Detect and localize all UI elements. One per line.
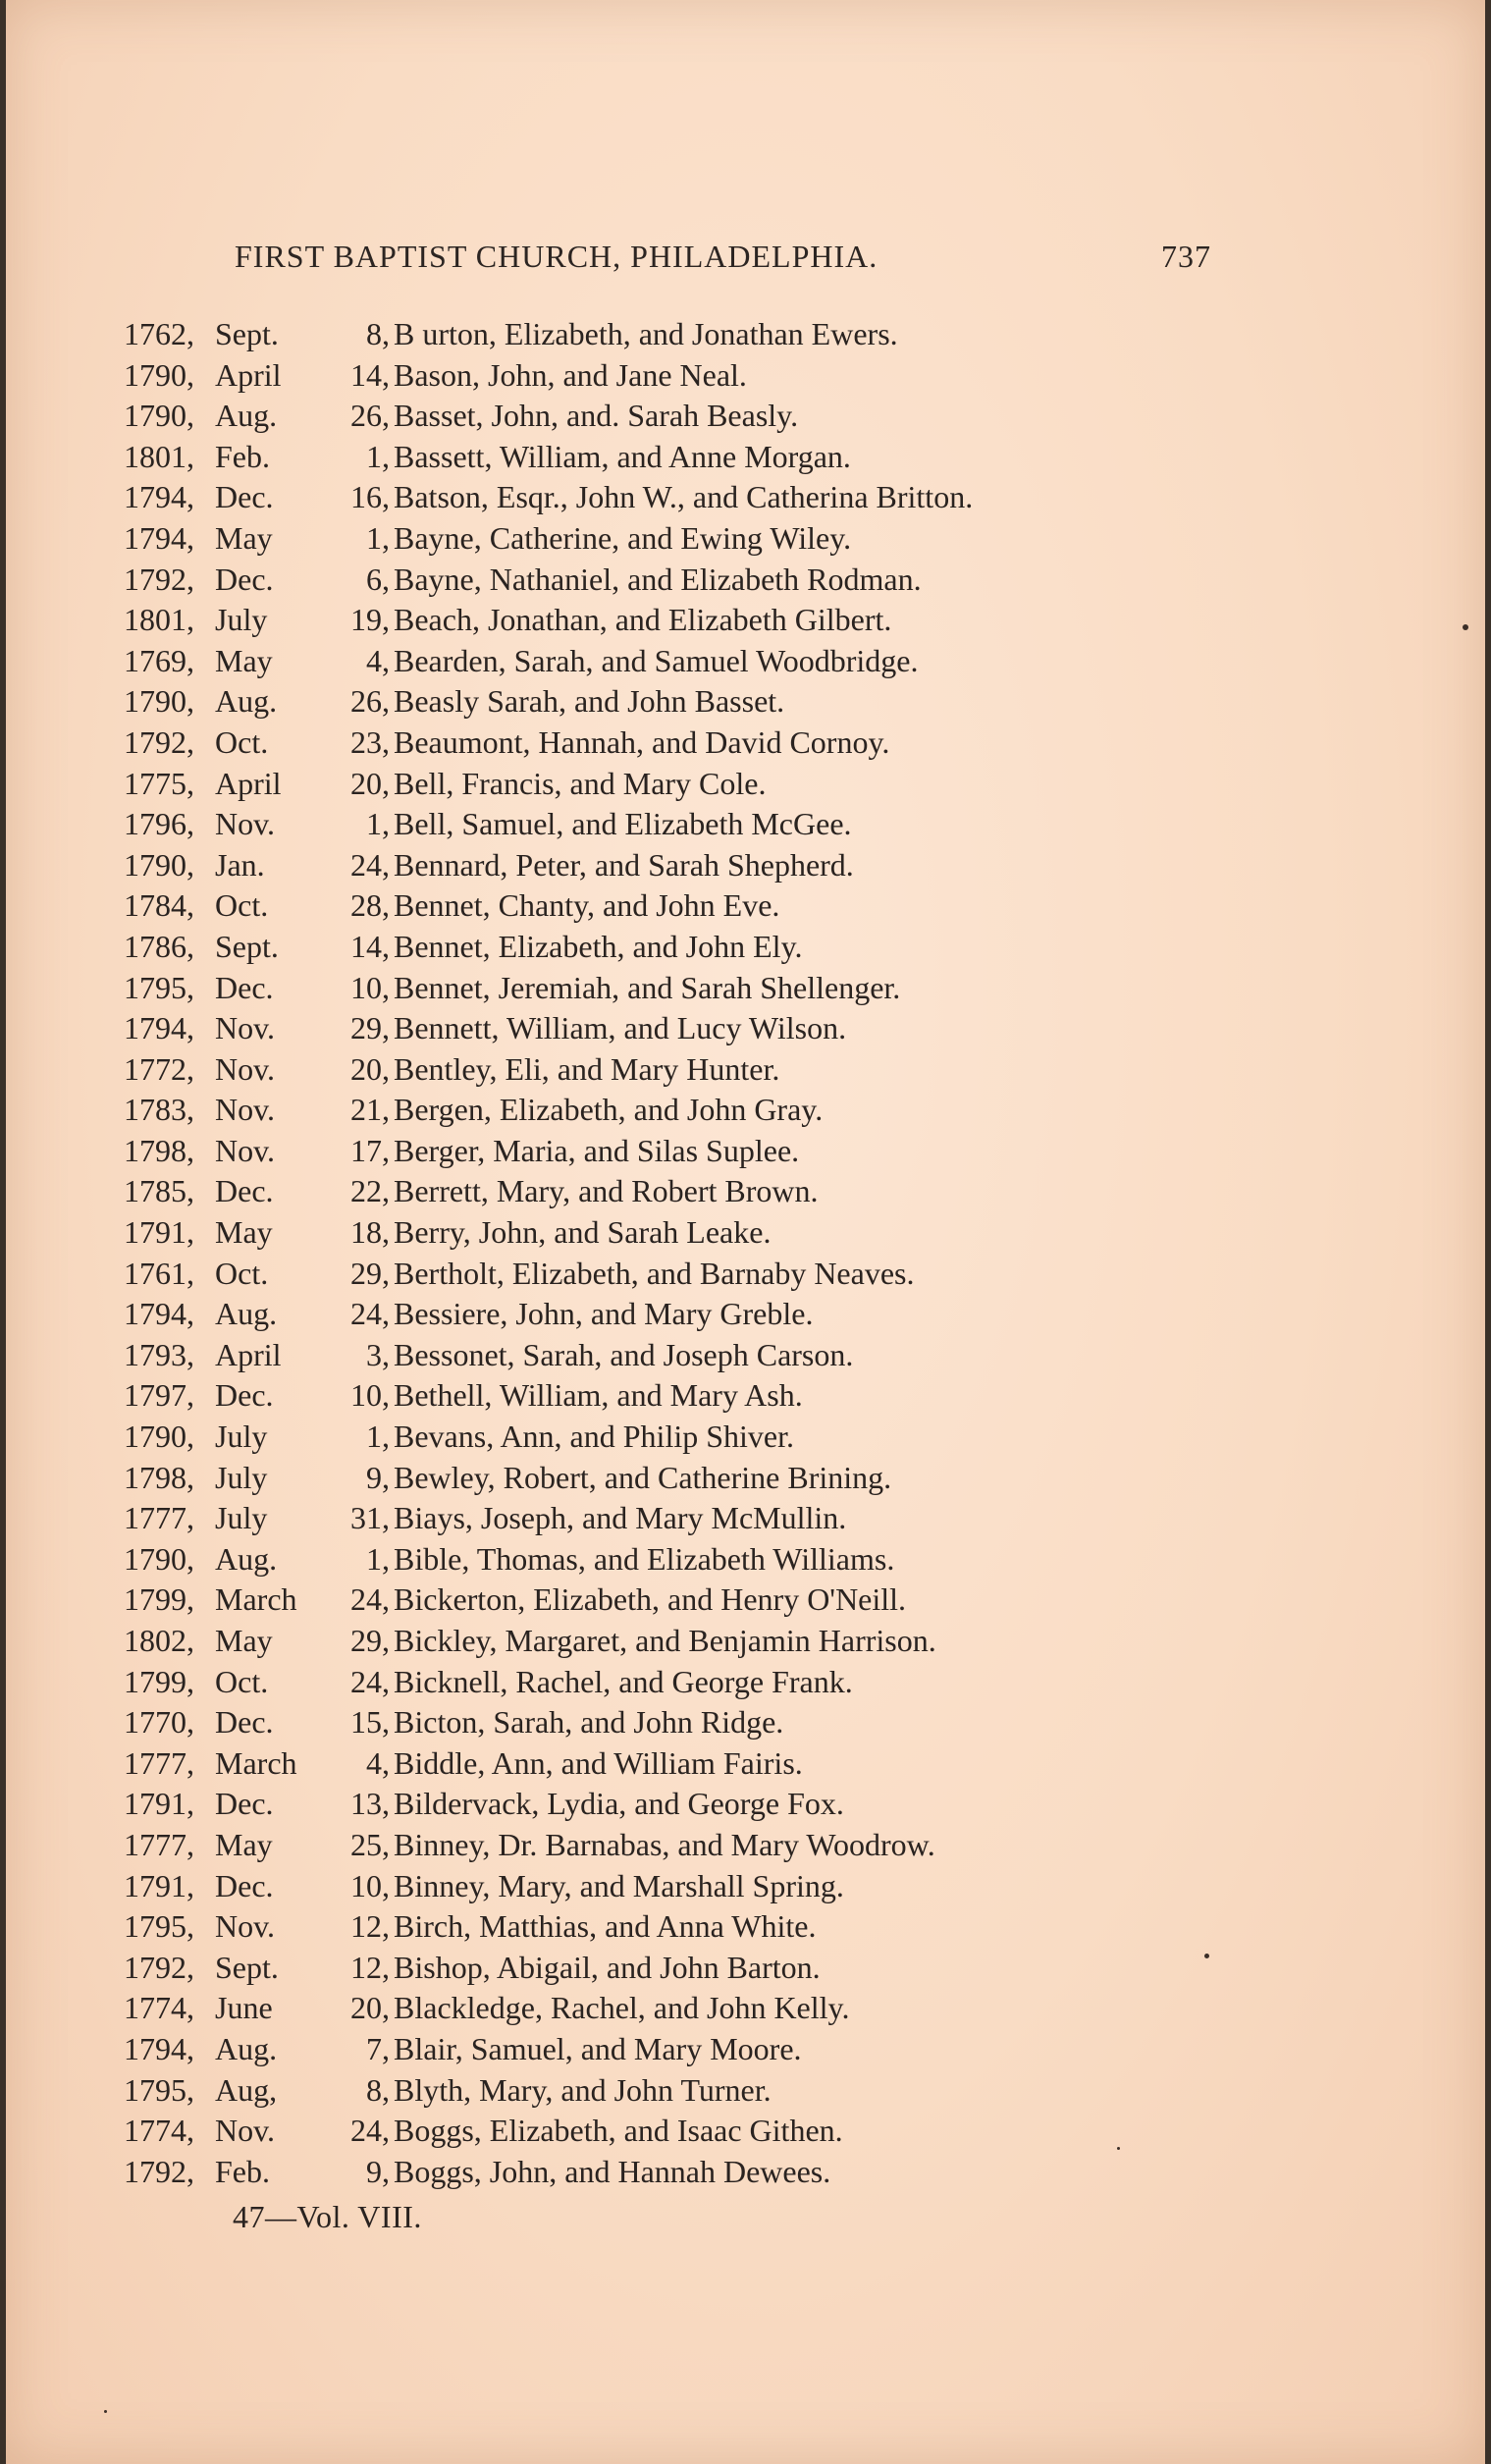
entry-day: 3,	[366, 1336, 390, 1372]
entry-day: 20,	[350, 1050, 390, 1087]
entry-month: Sept.	[215, 1949, 279, 1985]
entry-year: 1783,	[124, 1092, 194, 1128]
entry-day: 21,	[350, 1092, 390, 1128]
entry-names: Bible, Thomas, and Elizabeth Williams.	[394, 1540, 895, 1577]
entry-day: 24,	[350, 846, 390, 883]
entry-month: Nov.	[215, 1050, 276, 1087]
entry-names: Birch, Matthias, and Anna White.	[394, 1908, 817, 1945]
entry-names: Bennet, Elizabeth, and John Ely.	[394, 928, 803, 964]
record-entry	[124, 1212, 1184, 1254]
entry-names: Berrett, Mary, and Robert Brown.	[394, 1173, 819, 1209]
entry-names: Bickerton, Elizabeth, and Henry O'Neill.	[394, 1581, 907, 1618]
record-entry	[124, 1948, 1184, 1989]
entry-year: 1791,	[124, 1214, 194, 1251]
entry-names: Bell, Francis, and Mary Cole.	[394, 765, 767, 801]
entry-day: 28,	[350, 887, 390, 924]
entry-names: Boggs, Elizabeth, and Isaac Githen.	[394, 2113, 843, 2149]
entry-names: Bewley, Robert, and Catherine Brining.	[394, 1459, 892, 1495]
entry-day: 1,	[366, 806, 390, 842]
record-entry	[124, 1539, 1184, 1580]
entry-month: Dec.	[215, 1867, 274, 1903]
page-header	[235, 239, 1211, 282]
entry-month: Nov.	[215, 1010, 276, 1046]
paper-speck	[104, 2410, 107, 2413]
paper-speck	[1117, 2147, 1120, 2150]
record-entry	[124, 314, 1184, 355]
entry-month: Aug.	[215, 683, 278, 720]
entry-month: April	[215, 765, 282, 801]
entry-names: Bessiere, John, and Mary Greble.	[394, 1296, 814, 1332]
record-entry	[124, 1294, 1184, 1335]
entry-day: 14,	[350, 928, 390, 964]
entry-day: 20,	[350, 765, 390, 801]
entry-day: 10,	[350, 969, 390, 1005]
entry-year: 1790,	[124, 398, 194, 434]
entry-month: Dec.	[215, 1786, 274, 1822]
entry-names: Beasly Sarah, and John Basset.	[394, 683, 785, 720]
entry-year: 1797,	[124, 1377, 194, 1414]
entry-year: 1799,	[124, 1663, 194, 1699]
entry-month: Nov.	[215, 1908, 276, 1945]
entry-day: 4,	[366, 642, 390, 678]
entry-year: 1792,	[124, 561, 194, 597]
entry-names: B urton, Elizabeth, and Jonathan Ewers.	[394, 316, 898, 351]
entry-day: 8,	[366, 2071, 390, 2108]
entry-month: Oct.	[215, 1255, 269, 1291]
entry-day: 25,	[350, 1826, 390, 1862]
entry-month: Nov.	[215, 806, 276, 842]
record-entry	[124, 1988, 1184, 2029]
entry-year: 1802,	[124, 1623, 194, 1658]
entry-month: May	[215, 1826, 273, 1862]
entry-month: Feb.	[215, 438, 270, 474]
entry-names: Boggs, John, and Hannah Dewees.	[394, 2153, 831, 2189]
entry-year: 1791,	[124, 1867, 194, 1903]
entry-day: 29,	[350, 1010, 390, 1046]
entry-year: 1801,	[124, 438, 194, 474]
entry-year: 1770,	[124, 1704, 194, 1741]
entry-names: Bergen, Elizabeth, and John Gray.	[394, 1092, 824, 1128]
entry-month: Dec.	[215, 1704, 274, 1741]
entry-names: Bessonet, Sarah, and Joseph Carson.	[394, 1336, 854, 1372]
entry-year: 1777,	[124, 1744, 194, 1781]
record-entry	[124, 885, 1184, 927]
record-entry	[124, 723, 1184, 764]
record-entry	[124, 804, 1184, 845]
entry-names: Batson, Esqr., John W., and Catherina Britton.	[394, 479, 974, 515]
entry-month: March	[215, 1581, 297, 1618]
record-entry	[124, 1335, 1184, 1376]
record-entry	[124, 518, 1184, 560]
record-entry	[124, 1254, 1184, 1295]
entry-names: Bennet, Jeremiah, and Sarah Shellenger.	[394, 969, 901, 1005]
record-entry	[124, 1008, 1184, 1049]
entry-year: 1798,	[124, 1132, 194, 1168]
record-entry	[124, 1375, 1184, 1417]
entry-names: Bennett, William, and Lucy Wilson.	[394, 1010, 847, 1046]
entry-names: Blyth, Mary, and John Turner.	[394, 2071, 772, 2108]
entry-year: 1792,	[124, 1949, 194, 1985]
entry-day: 24,	[350, 1296, 390, 1332]
entry-day: 12,	[350, 1908, 390, 1945]
entry-year: 1774,	[124, 2113, 194, 2149]
entry-names: Beach, Jonathan, and Elizabeth Gilbert.	[394, 602, 892, 638]
entry-day: 4,	[366, 1744, 390, 1781]
entry-year: 1772,	[124, 1050, 194, 1087]
record-entry	[124, 1866, 1184, 1907]
entry-day: 20,	[350, 1990, 390, 2026]
entry-day: 24,	[350, 1663, 390, 1699]
record-entry	[124, 1621, 1184, 1662]
record-entry	[124, 1743, 1184, 1785]
record-entry	[124, 1498, 1184, 1539]
entry-month: July	[215, 602, 268, 638]
entry-year: 1801,	[124, 602, 194, 638]
entry-month: July	[215, 1419, 268, 1455]
entry-year: 1792,	[124, 723, 194, 760]
entry-year: 1793,	[124, 1336, 194, 1372]
entry-month: July	[215, 1500, 268, 1536]
book-page	[6, 0, 1485, 2464]
entry-names: Bassett, William, and Anne Morgan.	[394, 438, 851, 474]
entry-day: 14,	[350, 356, 390, 393]
entry-month: Nov.	[215, 2113, 276, 2149]
entry-year: 1794,	[124, 1010, 194, 1046]
entry-names: Bayne, Catherine, and Ewing Wiley.	[394, 519, 852, 556]
page-number: 737	[1161, 239, 1211, 274]
entry-day: 7,	[366, 2030, 390, 2066]
entry-month: July	[215, 1459, 268, 1495]
entry-day: 22,	[350, 1173, 390, 1209]
entry-names: Bennard, Peter, and Sarah Shepherd.	[394, 846, 854, 883]
entry-month: Nov.	[215, 1092, 276, 1128]
entry-day: 15,	[350, 1704, 390, 1741]
entry-day: 26,	[350, 683, 390, 720]
entry-month: Dec.	[215, 969, 274, 1005]
entry-month: Dec.	[215, 1377, 274, 1414]
record-entry	[124, 764, 1184, 805]
entry-names: Bayne, Nathaniel, and Elizabeth Rodman.	[394, 561, 922, 597]
entry-day: 31,	[350, 1500, 390, 1536]
record-entry	[124, 1784, 1184, 1825]
entry-year: 1762,	[124, 316, 194, 351]
entry-day: 10,	[350, 1377, 390, 1414]
entry-names: Bildervack, Lydia, and George Fox.	[394, 1786, 844, 1822]
entry-month: Aug.	[215, 2030, 278, 2066]
entry-names: Bentley, Eli, and Mary Hunter.	[394, 1050, 780, 1087]
entry-year: 1784,	[124, 887, 194, 924]
record-entry	[124, 477, 1184, 518]
entry-day: 24,	[350, 1581, 390, 1618]
entry-year: 1795,	[124, 2071, 194, 2108]
entry-year: 1775,	[124, 765, 194, 801]
record-entry	[124, 1580, 1184, 1621]
entry-month: Feb.	[215, 2153, 270, 2189]
entry-names: Berry, John, and Sarah Leake.	[394, 1214, 772, 1251]
marriage-record-list	[124, 314, 1184, 2192]
entry-day: 9,	[366, 1459, 390, 1495]
record-entry	[124, 2070, 1184, 2112]
record-entry	[124, 1131, 1184, 1172]
entry-day: 29,	[350, 1623, 390, 1658]
entry-day: 1,	[366, 1419, 390, 1455]
entry-year: 1790,	[124, 1419, 194, 1455]
entry-year: 1769,	[124, 642, 194, 678]
entry-year: 1777,	[124, 1500, 194, 1536]
entry-month: May	[215, 1623, 273, 1658]
entry-names: Bearden, Sarah, and Samuel Woodbridge.	[394, 642, 919, 678]
entry-day: 18,	[350, 1214, 390, 1251]
signature-mark: 47—Vol. VIII.	[233, 2199, 422, 2234]
record-entry	[124, 600, 1184, 641]
entry-month: Oct.	[215, 887, 269, 924]
entry-month: Dec.	[215, 1173, 274, 1209]
entry-names: Bennet, Chanty, and John Eve.	[394, 887, 780, 924]
entry-year: 1761,	[124, 1255, 194, 1291]
entry-month: May	[215, 519, 273, 556]
entry-names: Blackledge, Rachel, and John Kelly.	[394, 1990, 850, 2026]
entry-year: 1794,	[124, 2030, 194, 2066]
entry-day: 16,	[350, 479, 390, 515]
record-entry	[124, 1662, 1184, 1703]
entry-year: 1794,	[124, 479, 194, 515]
entry-month: Aug.	[215, 1296, 278, 1332]
paper-speck	[1463, 624, 1468, 630]
entry-month: Nov.	[215, 1132, 276, 1168]
entry-names: Bertholt, Elizabeth, and Barnaby Neaves.	[394, 1255, 915, 1291]
record-entry	[124, 355, 1184, 397]
entry-year: 1796,	[124, 806, 194, 842]
entry-names: Biays, Joseph, and Mary McMullin.	[394, 1500, 847, 1536]
record-entry	[124, 2152, 1184, 2193]
entry-names: Biddle, Ann, and William Fairis.	[394, 1744, 803, 1781]
entry-year: 1794,	[124, 519, 194, 556]
entry-month: June	[215, 1990, 273, 2026]
entry-year: 1795,	[124, 969, 194, 1005]
entry-names: Bicton, Sarah, and John Ridge.	[394, 1704, 784, 1741]
running-title: FIRST BAPTIST CHURCH, PHILADELPHIA.	[235, 239, 879, 274]
entry-month: Sept.	[215, 928, 279, 964]
entry-month: April	[215, 1336, 282, 1372]
entry-day: 19,	[350, 602, 390, 638]
entry-year: 1790,	[124, 356, 194, 393]
entry-day: 9,	[366, 2153, 390, 2189]
record-entry	[124, 1906, 1184, 1948]
entry-month: May	[215, 1214, 273, 1251]
entry-month: Dec.	[215, 561, 274, 597]
record-entry	[124, 1171, 1184, 1212]
record-entry	[124, 1417, 1184, 1458]
record-entry	[124, 845, 1184, 886]
entry-names: Basset, John, and. Sarah Beasly.	[394, 398, 799, 434]
record-entry	[124, 1049, 1184, 1091]
entry-month: Sept.	[215, 316, 279, 351]
entry-month: Oct.	[215, 1663, 269, 1699]
entry-year: 1790,	[124, 1540, 194, 1577]
entry-day: 26,	[350, 398, 390, 434]
record-entry	[124, 396, 1184, 437]
entry-names: Binney, Dr. Barnabas, and Mary Woodrow.	[394, 1826, 935, 1862]
entry-names: Bishop, Abigail, and John Barton.	[394, 1949, 821, 1985]
record-entry	[124, 1702, 1184, 1743]
entry-year: 1798,	[124, 1459, 194, 1495]
entry-names: Bickley, Margaret, and Benjamin Harrison.	[394, 1623, 936, 1658]
record-entry	[124, 437, 1184, 478]
entry-day: 1,	[366, 438, 390, 474]
entry-day: 23,	[350, 723, 390, 760]
record-entry	[124, 927, 1184, 968]
paper-speck	[1204, 1954, 1209, 1958]
record-entry	[124, 641, 1184, 682]
entry-year: 1795,	[124, 1908, 194, 1945]
record-entry	[124, 681, 1184, 723]
entry-month: April	[215, 356, 282, 393]
entry-year: 1790,	[124, 846, 194, 883]
record-entry	[124, 968, 1184, 1009]
record-entry	[124, 1090, 1184, 1131]
entry-month: Jan.	[215, 846, 265, 883]
entry-day: 8,	[366, 316, 390, 351]
entry-names: Bason, John, and Jane Neal.	[394, 356, 747, 393]
entry-year: 1777,	[124, 1826, 194, 1862]
entry-names: Bevans, Ann, and Philip Shiver.	[394, 1419, 794, 1455]
record-entry	[124, 560, 1184, 601]
entry-year: 1785,	[124, 1173, 194, 1209]
entry-names: Bethell, William, and Mary Ash.	[394, 1377, 803, 1414]
entry-names: Berger, Maria, and Silas Suplee.	[394, 1132, 800, 1168]
entry-year: 1790,	[124, 683, 194, 720]
entry-month: Aug,	[215, 2071, 278, 2108]
record-entry	[124, 2111, 1184, 2152]
entry-month: Aug.	[215, 398, 278, 434]
entry-day: 1,	[366, 519, 390, 556]
entry-day: 10,	[350, 1867, 390, 1903]
entry-year: 1786,	[124, 928, 194, 964]
entry-year: 1799,	[124, 1581, 194, 1618]
entry-day: 12,	[350, 1949, 390, 1985]
entry-month: Oct.	[215, 723, 269, 760]
entry-year: 1792,	[124, 2153, 194, 2189]
entry-month: Aug.	[215, 1540, 278, 1577]
entry-names: Bell, Samuel, and Elizabeth McGee.	[394, 806, 852, 842]
entry-year: 1774,	[124, 1990, 194, 2026]
entry-month: Dec.	[215, 479, 274, 515]
entry-day: 24,	[350, 2113, 390, 2149]
entry-names: Beaumont, Hannah, and David Cornoy.	[394, 723, 890, 760]
entry-day: 6,	[366, 561, 390, 597]
entry-month: May	[215, 642, 273, 678]
entry-day: 13,	[350, 1786, 390, 1822]
entry-names: Blair, Samuel, and Mary Moore.	[394, 2030, 802, 2066]
entry-year: 1791,	[124, 1786, 194, 1822]
entry-day: 17,	[350, 1132, 390, 1168]
record-entry	[124, 1458, 1184, 1499]
entry-names: Binney, Mary, and Marshall Spring.	[394, 1867, 844, 1903]
entry-day: 29,	[350, 1255, 390, 1291]
record-entry	[124, 1825, 1184, 1866]
entry-year: 1794,	[124, 1296, 194, 1332]
entry-month: March	[215, 1744, 297, 1781]
record-entry	[124, 2029, 1184, 2070]
entry-names: Bicknell, Rachel, and George Frank.	[394, 1663, 853, 1699]
entry-day: 1,	[366, 1540, 390, 1577]
